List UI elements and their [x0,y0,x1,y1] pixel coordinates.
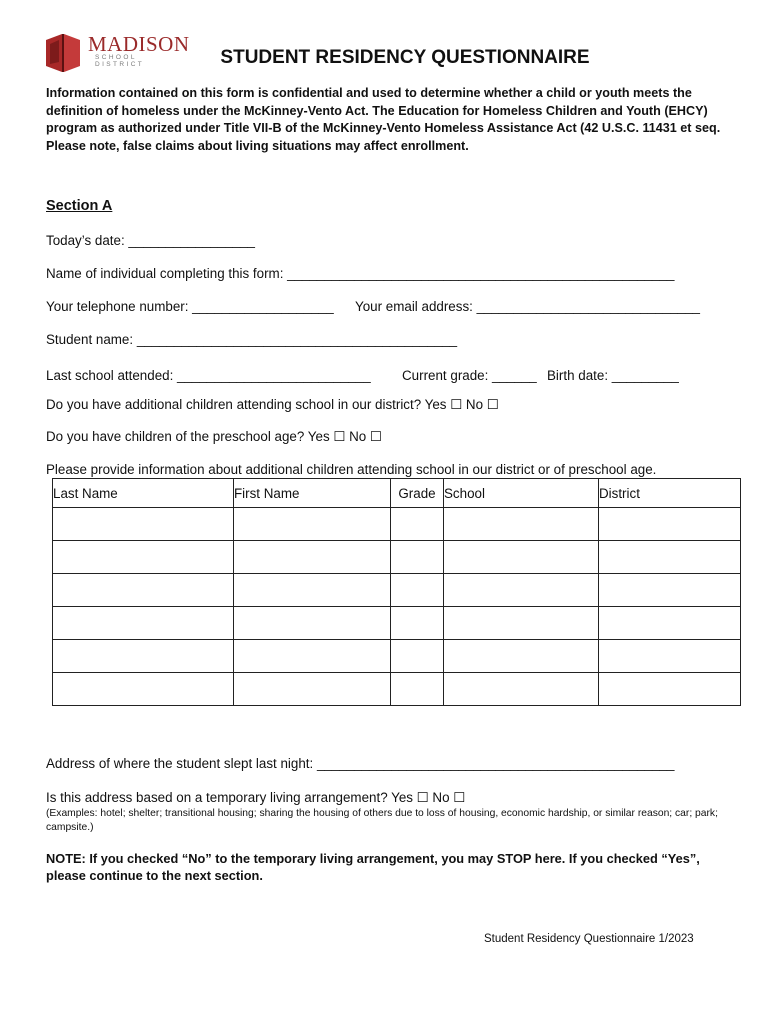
cell-district[interactable] [599,541,741,574]
cell-school[interactable] [444,607,599,640]
stop-note: NOTE: If you checked “No” to the temporary living arrangement, you may STOP here. If you checked “Yes”, please continue to the next section. [46,851,700,883]
student-name-field[interactable]: Student name: ___________________________________________ [46,332,458,347]
cell-first-name[interactable] [234,508,391,541]
table-prompt: Please provide information about additional children attending school in our district or of preschool age. [46,462,657,477]
table-row [53,508,741,541]
temporary-arrangement-question[interactable]: Is this address based on a temporary living arrangement? Yes ☐ No ☐ [46,790,466,805]
cell-last-name[interactable] [53,673,234,706]
cell-school[interactable] [444,673,599,706]
cell-grade[interactable] [391,640,444,673]
header-school: School [444,479,599,508]
header-grade: Grade [391,479,444,508]
completer-name-field[interactable]: Name of individual completing this form: ____________________________________________________ [46,266,675,281]
cell-district[interactable] [599,574,741,607]
preschool-children-question[interactable]: Do you have children of the preschool age? Yes ☐ No ☐ [46,429,382,444]
examples-note: (Examples: hotel; shelter; transitional housing; sharing the housing of others due to loss of housing, economic hardship, or similar reason; car; park; campsite.) [46,808,718,833]
cell-grade[interactable] [391,508,444,541]
address-last-night-field[interactable]: Address of where the student slept last night: ________________________________________________ [46,756,675,771]
cell-first-name[interactable] [234,574,391,607]
children-info-table [52,478,741,706]
cell-school[interactable] [444,508,599,541]
table-row [53,574,741,607]
cell-grade[interactable] [391,541,444,574]
birth-date-field[interactable]: Birth date: _________ [547,368,679,383]
section-a-heading: Section A [46,198,113,214]
cell-school[interactable] [444,541,599,574]
cell-district[interactable] [599,508,741,541]
page-footer: Student Residency Questionnaire 1/2023 [484,933,694,945]
table-header-row [53,479,741,508]
cell-last-name[interactable] [53,607,234,640]
cell-last-name[interactable] [53,640,234,673]
cell-first-name[interactable] [234,541,391,574]
cell-first-name[interactable] [234,673,391,706]
cell-last-name[interactable] [53,574,234,607]
cell-last-name[interactable] [53,541,234,574]
header-last-name: Last Name [53,479,234,508]
table-row [53,607,741,640]
cell-district[interactable] [599,607,741,640]
page-title: STUDENT RESIDENCY QUESTIONNAIRE [220,47,590,68]
cell-district[interactable] [599,673,741,706]
cell-grade[interactable] [391,574,444,607]
current-grade-field[interactable]: Current grade: ______ [402,368,537,383]
cell-first-name[interactable] [234,607,391,640]
logo-subtitle: SCHOOL DISTRICT [95,54,145,68]
logo-name: MADISON [88,32,190,56]
table-row [53,541,741,574]
telephone-field[interactable]: Your telephone number: ___________________ [46,299,334,314]
cell-school[interactable] [444,574,599,607]
cell-district[interactable] [599,640,741,673]
intro-paragraph: Information contained on this form is confidential and used to determine whether a child or youth meets the definition of homeless under the McKinney-Vento Act. The Education for Homeless Children and Youth (EHCY) program as authorized under Title VII-B of the McKinney-Vento Homeless Assistance Act (42 U.S.C. 11431 et seq. Please note, false claims about living situations may affect enrollment. [46,86,721,153]
header-district: District [599,479,741,508]
header-first-name: First Name [234,479,391,508]
cell-grade[interactable] [391,673,444,706]
email-field[interactable]: Your email address: ______________________________ [355,299,700,314]
cell-school[interactable] [444,640,599,673]
additional-children-question[interactable]: Do you have additional children attending school in our district? Yes ☐ No ☐ [46,397,499,412]
cell-grade[interactable] [391,607,444,640]
last-school-field[interactable]: Last school attended: __________________________ [46,368,371,383]
cell-first-name[interactable] [234,640,391,673]
cell-last-name[interactable] [53,508,234,541]
todays-date-field[interactable]: Today’s date: _________________ [46,233,255,248]
table-row [53,673,741,706]
table-row [53,640,741,673]
